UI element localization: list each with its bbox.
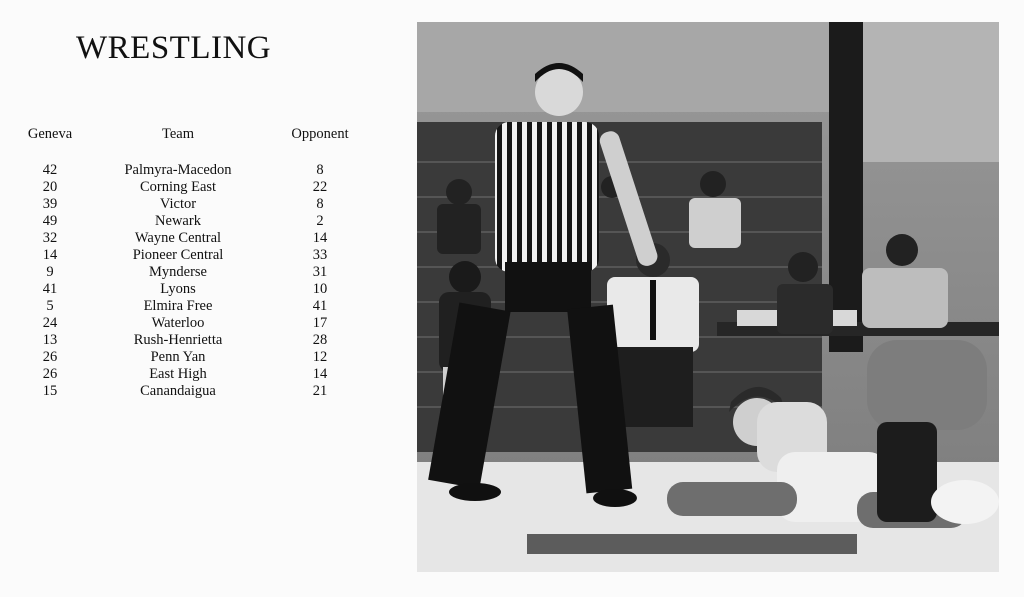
geneva-score: 39 <box>42 196 58 212</box>
table-row <box>18 264 378 281</box>
table-row <box>18 230 378 247</box>
table-body <box>18 162 378 400</box>
wrestling-photo <box>417 22 999 572</box>
team-name: Palmyra-Macedon <box>124 162 232 178</box>
team-name: Rush-Henrietta <box>133 332 223 348</box>
opponent-score: 33 <box>312 247 328 263</box>
geneva-score: 13 <box>42 332 58 348</box>
geneva-score: 5 <box>46 298 54 314</box>
geneva-score: 26 <box>42 366 58 382</box>
header-team: Team <box>162 126 194 142</box>
opponent-score: 12 <box>312 349 328 365</box>
opponent-score: 14 <box>312 366 328 382</box>
table-row <box>18 179 378 196</box>
opponent-score: 8 <box>316 196 324 212</box>
team-name: Lyons <box>160 281 196 297</box>
geneva-score: 49 <box>42 213 58 229</box>
team-name: Elmira Free <box>143 298 213 314</box>
opponent-score: 14 <box>312 230 328 246</box>
table-row <box>18 298 378 315</box>
team-name: Penn Yan <box>150 349 206 365</box>
geneva-score: 15 <box>42 383 58 399</box>
header-opponent: Opponent <box>291 126 349 142</box>
opponent-score: 21 <box>312 383 328 399</box>
team-name: Pioneer Central <box>132 247 224 263</box>
team-name: Canandaigua <box>140 383 216 399</box>
geneva-score: 32 <box>42 230 58 246</box>
team-name: Waterloo <box>151 315 205 331</box>
opponent-score: 22 <box>312 179 328 195</box>
geneva-score: 26 <box>42 349 58 365</box>
team-name: Corning East <box>139 179 217 195</box>
opponent-score: 31 <box>312 264 328 280</box>
scores-table <box>18 126 378 400</box>
geneva-score: 20 <box>42 179 58 195</box>
geneva-score: 9 <box>46 264 54 280</box>
opponent-score: 17 <box>312 315 328 331</box>
header-geneva: Geneva <box>27 126 73 142</box>
geneva-score: 24 <box>42 315 58 331</box>
table-row <box>18 196 378 213</box>
table-row <box>18 247 378 264</box>
table-row <box>18 383 378 400</box>
geneva-score: 41 <box>42 281 58 297</box>
table-row <box>18 332 378 349</box>
opponent-score: 41 <box>312 298 328 314</box>
page-title: WRESTLING <box>76 30 272 66</box>
opponent-score: 28 <box>312 332 328 348</box>
geneva-score: 14 <box>42 247 58 263</box>
table-row <box>18 162 378 179</box>
team-name: Victor <box>159 196 197 212</box>
opponent-score: 2 <box>316 213 324 229</box>
table-row <box>18 315 378 332</box>
table-header <box>18 126 378 148</box>
table-row <box>18 349 378 366</box>
table-row <box>18 366 378 383</box>
table-row <box>18 213 378 230</box>
opponent-score: 10 <box>312 281 328 297</box>
opponent-score: 8 <box>316 162 324 178</box>
team-name: Mynderse <box>149 264 207 280</box>
geneva-score: 42 <box>42 162 58 178</box>
team-name: Newark <box>155 213 201 229</box>
team-name: East High <box>149 366 207 382</box>
table-row <box>18 281 378 298</box>
team-name: Wayne Central <box>134 230 222 246</box>
